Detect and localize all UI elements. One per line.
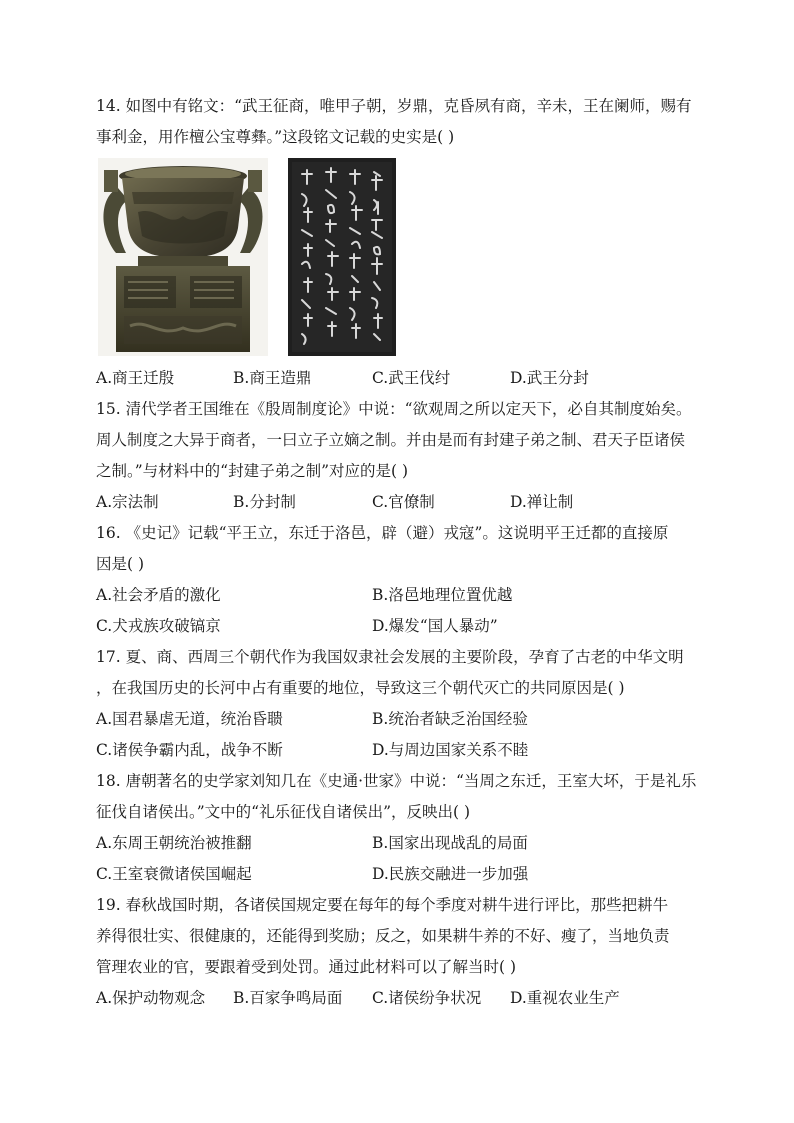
q15-stem-line-1: 15. 清代学者王国维在《殷周制度论》中说：“欲观周之所以定天下，必自其制度始矣。 <box>96 400 692 418</box>
q17-option-a[interactable]: A.国君暴虐无道，统治昏聩 <box>96 710 283 728</box>
q16-stem-line-1: 16. 《史记》记载“平王立，东迁于洛邑，辟（避）戎寇”。这说明平王迁都的直接原 <box>96 524 669 542</box>
q15-option-d[interactable]: D.禅让制 <box>510 493 574 511</box>
q17-stem-line-1: 17. 夏、商、西周三个朝代作为我国奴隶社会发展的主要阶段，孕育了古老的中华文明 <box>96 648 684 666</box>
q19-option-b[interactable]: B.百家争鸣局面 <box>233 989 343 1007</box>
q16-option-c[interactable]: C.犬戎族攻破镐京 <box>96 617 221 635</box>
q15-option-c[interactable]: C.官僚制 <box>372 493 435 511</box>
q17-stem-line-2: ，在我国历史的长河中占有重要的地位，导致这三个朝代灭亡的共同原因是( ) <box>96 679 625 697</box>
q14-option-a[interactable]: A.商王迁殷 <box>96 369 175 387</box>
q14-option-b[interactable]: B.商王造鼎 <box>233 369 312 387</box>
q14-stem-line-2: 事利金，用作檀公宝尊彝。”这段铭文记载的史实是( ) <box>96 128 455 146</box>
q15-stem-line-2: 周人制度之大异于商者，一曰立子立嫡之制。并由是而有封建子弟之制、君天子臣诸侯 <box>96 431 686 449</box>
q19-stem-line-1: 19. 春秋战国时期，各诸侯国规定要在每年的每个季度对耕牛进行评比，那些把耕牛 <box>96 896 669 914</box>
q17-option-b[interactable]: B.统治者缺乏治国经验 <box>372 710 528 728</box>
q16-stem-line-2: 因是( ) <box>96 555 145 573</box>
q17-option-c[interactable]: C.诸侯争霸内乱，战争不断 <box>96 741 283 759</box>
q19-option-c[interactable]: C.诸侯纷争状况 <box>372 989 482 1007</box>
q16-option-a[interactable]: A.社会矛盾的激化 <box>96 586 221 604</box>
q16-option-d[interactable]: D.爆发“国人暴动” <box>372 617 498 635</box>
bronze-gui-vessel-photo-icon <box>98 158 268 356</box>
q19-stem-line-3: 管理农业的官，要跟着受到处罚。通过此材料可以了解当时( ) <box>96 958 517 976</box>
q14-figure <box>98 158 398 356</box>
inscription-rubbing-photo-icon <box>288 158 396 356</box>
q18-option-b[interactable]: B.国家出现战乱的局面 <box>372 834 528 852</box>
q17-option-d[interactable]: D.与周边国家关系不睦 <box>372 741 529 759</box>
q16-option-b[interactable]: B.洛邑地理位置优越 <box>372 586 513 604</box>
q14-stem-line-1: 14. 如图中有铭文：“武王征商，唯甲子朝，岁鼎，克昏夙有商，辛未，王在阑师，赐有 <box>96 97 692 115</box>
q18-option-c[interactable]: C.王室衰微诸侯国崛起 <box>96 865 252 883</box>
q19-stem-line-2: 养得很壮实、很健康的，还能得到奖励；反之，如果耕牛养的不好、瘦了，当地负责 <box>96 927 670 945</box>
q14-option-d[interactable]: D.武王分封 <box>510 369 589 387</box>
q15-stem-line-3: 之制。”与材料中的“封建子弟之制”对应的是( ) <box>96 462 409 480</box>
q18-stem-line-2: 征伐自诸侯出。”文中的“礼乐征伐自诸侯出”，反映出( ) <box>96 803 471 821</box>
q18-stem-line-1: 18. 唐朝著名的史学家刘知几在《史通·世家》中说：“当周之东迁，王室大坏，于是礼乐 <box>96 772 697 790</box>
q14-option-c[interactable]: C.武王伐纣 <box>372 369 451 387</box>
q15-option-b[interactable]: B.分封制 <box>233 493 296 511</box>
q19-option-d[interactable]: D.重视农业生产 <box>510 989 620 1007</box>
q18-option-d[interactable]: D.民族交融进一步加强 <box>372 865 529 883</box>
q18-option-a[interactable]: A.东周王朝统治被推翻 <box>96 834 252 852</box>
q19-option-a[interactable]: A.保护动物观念 <box>96 989 206 1007</box>
q15-option-a[interactable]: A.宗法制 <box>96 493 159 511</box>
